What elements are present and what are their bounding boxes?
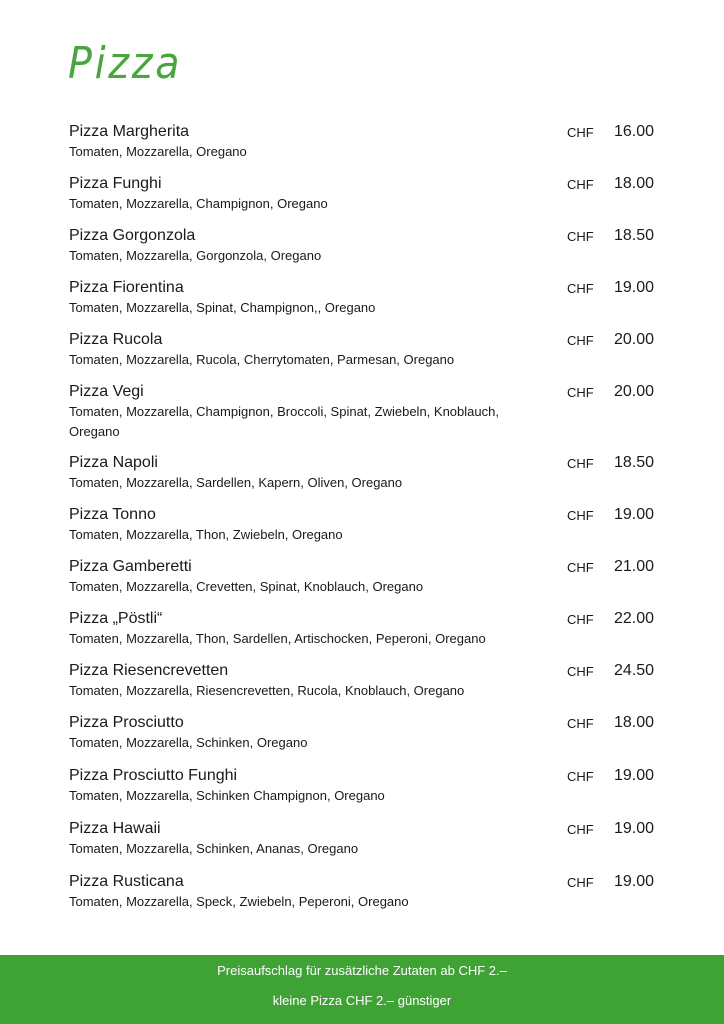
item-currency: CHF <box>567 716 594 731</box>
item-price: 18.00 <box>613 714 654 731</box>
menu-item <box>69 278 659 330</box>
item-name: Pizza Gamberetti <box>69 558 192 575</box>
item-description: Tomaten, Mozzarella, Speck, Zwiebeln, Peperoni, Oregano <box>69 894 409 909</box>
menu-item <box>69 505 659 557</box>
item-price: 18.00 <box>613 175 654 192</box>
item-currency: CHF <box>567 560 594 575</box>
item-description: Tomaten, Mozzarella, Schinken, Ananas, Oregano <box>69 841 359 856</box>
item-description: Tomaten, Mozzarella, Oregano <box>69 144 247 159</box>
item-price: 22.00 <box>613 610 654 627</box>
item-currency: CHF <box>567 125 594 140</box>
item-price: 19.00 <box>613 506 654 523</box>
item-price: 20.00 <box>613 331 654 348</box>
item-currency: CHF <box>567 664 594 679</box>
menu-item <box>69 330 659 382</box>
item-name: Pizza Margherita <box>69 123 190 140</box>
item-currency: CHF <box>567 822 594 837</box>
item-name: Pizza Rucola <box>69 331 163 348</box>
footer-banner <box>0 955 724 1024</box>
item-currency: CHF <box>567 229 594 244</box>
item-currency: CHF <box>567 385 594 400</box>
item-price: 21.00 <box>613 558 654 575</box>
item-description: Tomaten, Mozzarella, Spinat, Champignon,, Oregano <box>69 300 376 315</box>
item-price: 16.00 <box>613 123 654 140</box>
page-title: Pizza <box>68 38 183 89</box>
item-description: Tomaten, Mozzarella, Sardellen, Kapern, Oliven, Oregano <box>69 475 403 490</box>
footer-note-small-pizza: kleine Pizza CHF 2.– günstiger <box>272 993 452 1008</box>
footer-note-extras: Preisaufschlag für zusätzliche Zutaten ab CHF 2.– <box>217 963 507 978</box>
menu-item <box>69 557 659 609</box>
item-description: Tomaten, Mozzarella, Rucola, Cherrytomaten, Parmesan, Oregano <box>69 352 455 367</box>
item-name: Pizza Prosciutto <box>69 714 184 731</box>
item-price: 18.50 <box>613 227 654 244</box>
item-name: Pizza Tonno <box>69 506 156 523</box>
item-currency: CHF <box>567 333 594 348</box>
menu-item <box>69 609 659 661</box>
item-price: 18.50 <box>613 454 654 471</box>
item-name: Pizza Riesencrevetten <box>69 662 229 679</box>
item-name: Pizza „Pöstli“ <box>69 610 163 627</box>
menu-item <box>69 174 659 226</box>
item-price: 20.00 <box>613 383 654 400</box>
item-name: Pizza Hawaii <box>69 820 161 837</box>
menu-item <box>69 122 659 174</box>
item-price: 19.00 <box>613 820 654 837</box>
item-description: Tomaten, Mozzarella, Thon, Sardellen, Artischocken, Peperoni, Oregano <box>69 631 486 646</box>
menu-item <box>69 453 659 505</box>
item-description: Tomaten, Mozzarella, Champignon, Broccoli, Spinat, Zwiebeln, Knoblauch, Oregano <box>69 404 499 439</box>
menu-item <box>69 226 659 278</box>
item-currency: CHF <box>567 281 594 296</box>
item-name: Pizza Napoli <box>69 454 158 471</box>
item-description: Tomaten, Mozzarella, Thon, Zwiebeln, Oregano <box>69 527 343 542</box>
menu-item <box>69 872 659 925</box>
item-name: Pizza Fiorentina <box>69 279 184 296</box>
item-description: Tomaten, Mozzarella, Schinken Champignon, Oregano <box>69 788 385 803</box>
item-currency: CHF <box>567 177 594 192</box>
item-description: Tomaten, Mozzarella, Riesencrevetten, Rucola, Knoblauch, Oregano <box>69 683 465 698</box>
item-name: Pizza Rusticana <box>69 873 184 890</box>
item-currency: CHF <box>567 456 594 471</box>
item-description: Tomaten, Mozzarella, Crevetten, Spinat, Knoblauch, Oregano <box>69 579 424 594</box>
item-price: 24.50 <box>613 662 654 679</box>
item-name: Pizza Gorgonzola <box>69 227 196 244</box>
item-name: Pizza Funghi <box>69 175 162 192</box>
menu-item <box>69 713 659 766</box>
item-description: Tomaten, Mozzarella, Gorgonzola, Oregano <box>69 248 322 263</box>
menu-item <box>69 766 659 819</box>
item-name: Pizza Prosciutto Funghi <box>69 767 238 784</box>
item-name: Pizza Vegi <box>69 383 144 400</box>
item-description: Tomaten, Mozzarella, Schinken, Oregano <box>69 735 308 750</box>
menu-list <box>69 122 659 925</box>
item-currency: CHF <box>567 769 594 784</box>
item-currency: CHF <box>567 875 594 890</box>
item-price: 19.00 <box>613 873 654 890</box>
menu-item <box>69 819 659 872</box>
menu-item <box>69 382 659 453</box>
item-price: 19.00 <box>613 279 654 296</box>
item-price: 19.00 <box>613 767 654 784</box>
item-currency: CHF <box>567 508 594 523</box>
menu-item <box>69 661 659 713</box>
item-currency: CHF <box>567 612 594 627</box>
item-description: Tomaten, Mozzarella, Champignon, Oregano <box>69 196 328 211</box>
